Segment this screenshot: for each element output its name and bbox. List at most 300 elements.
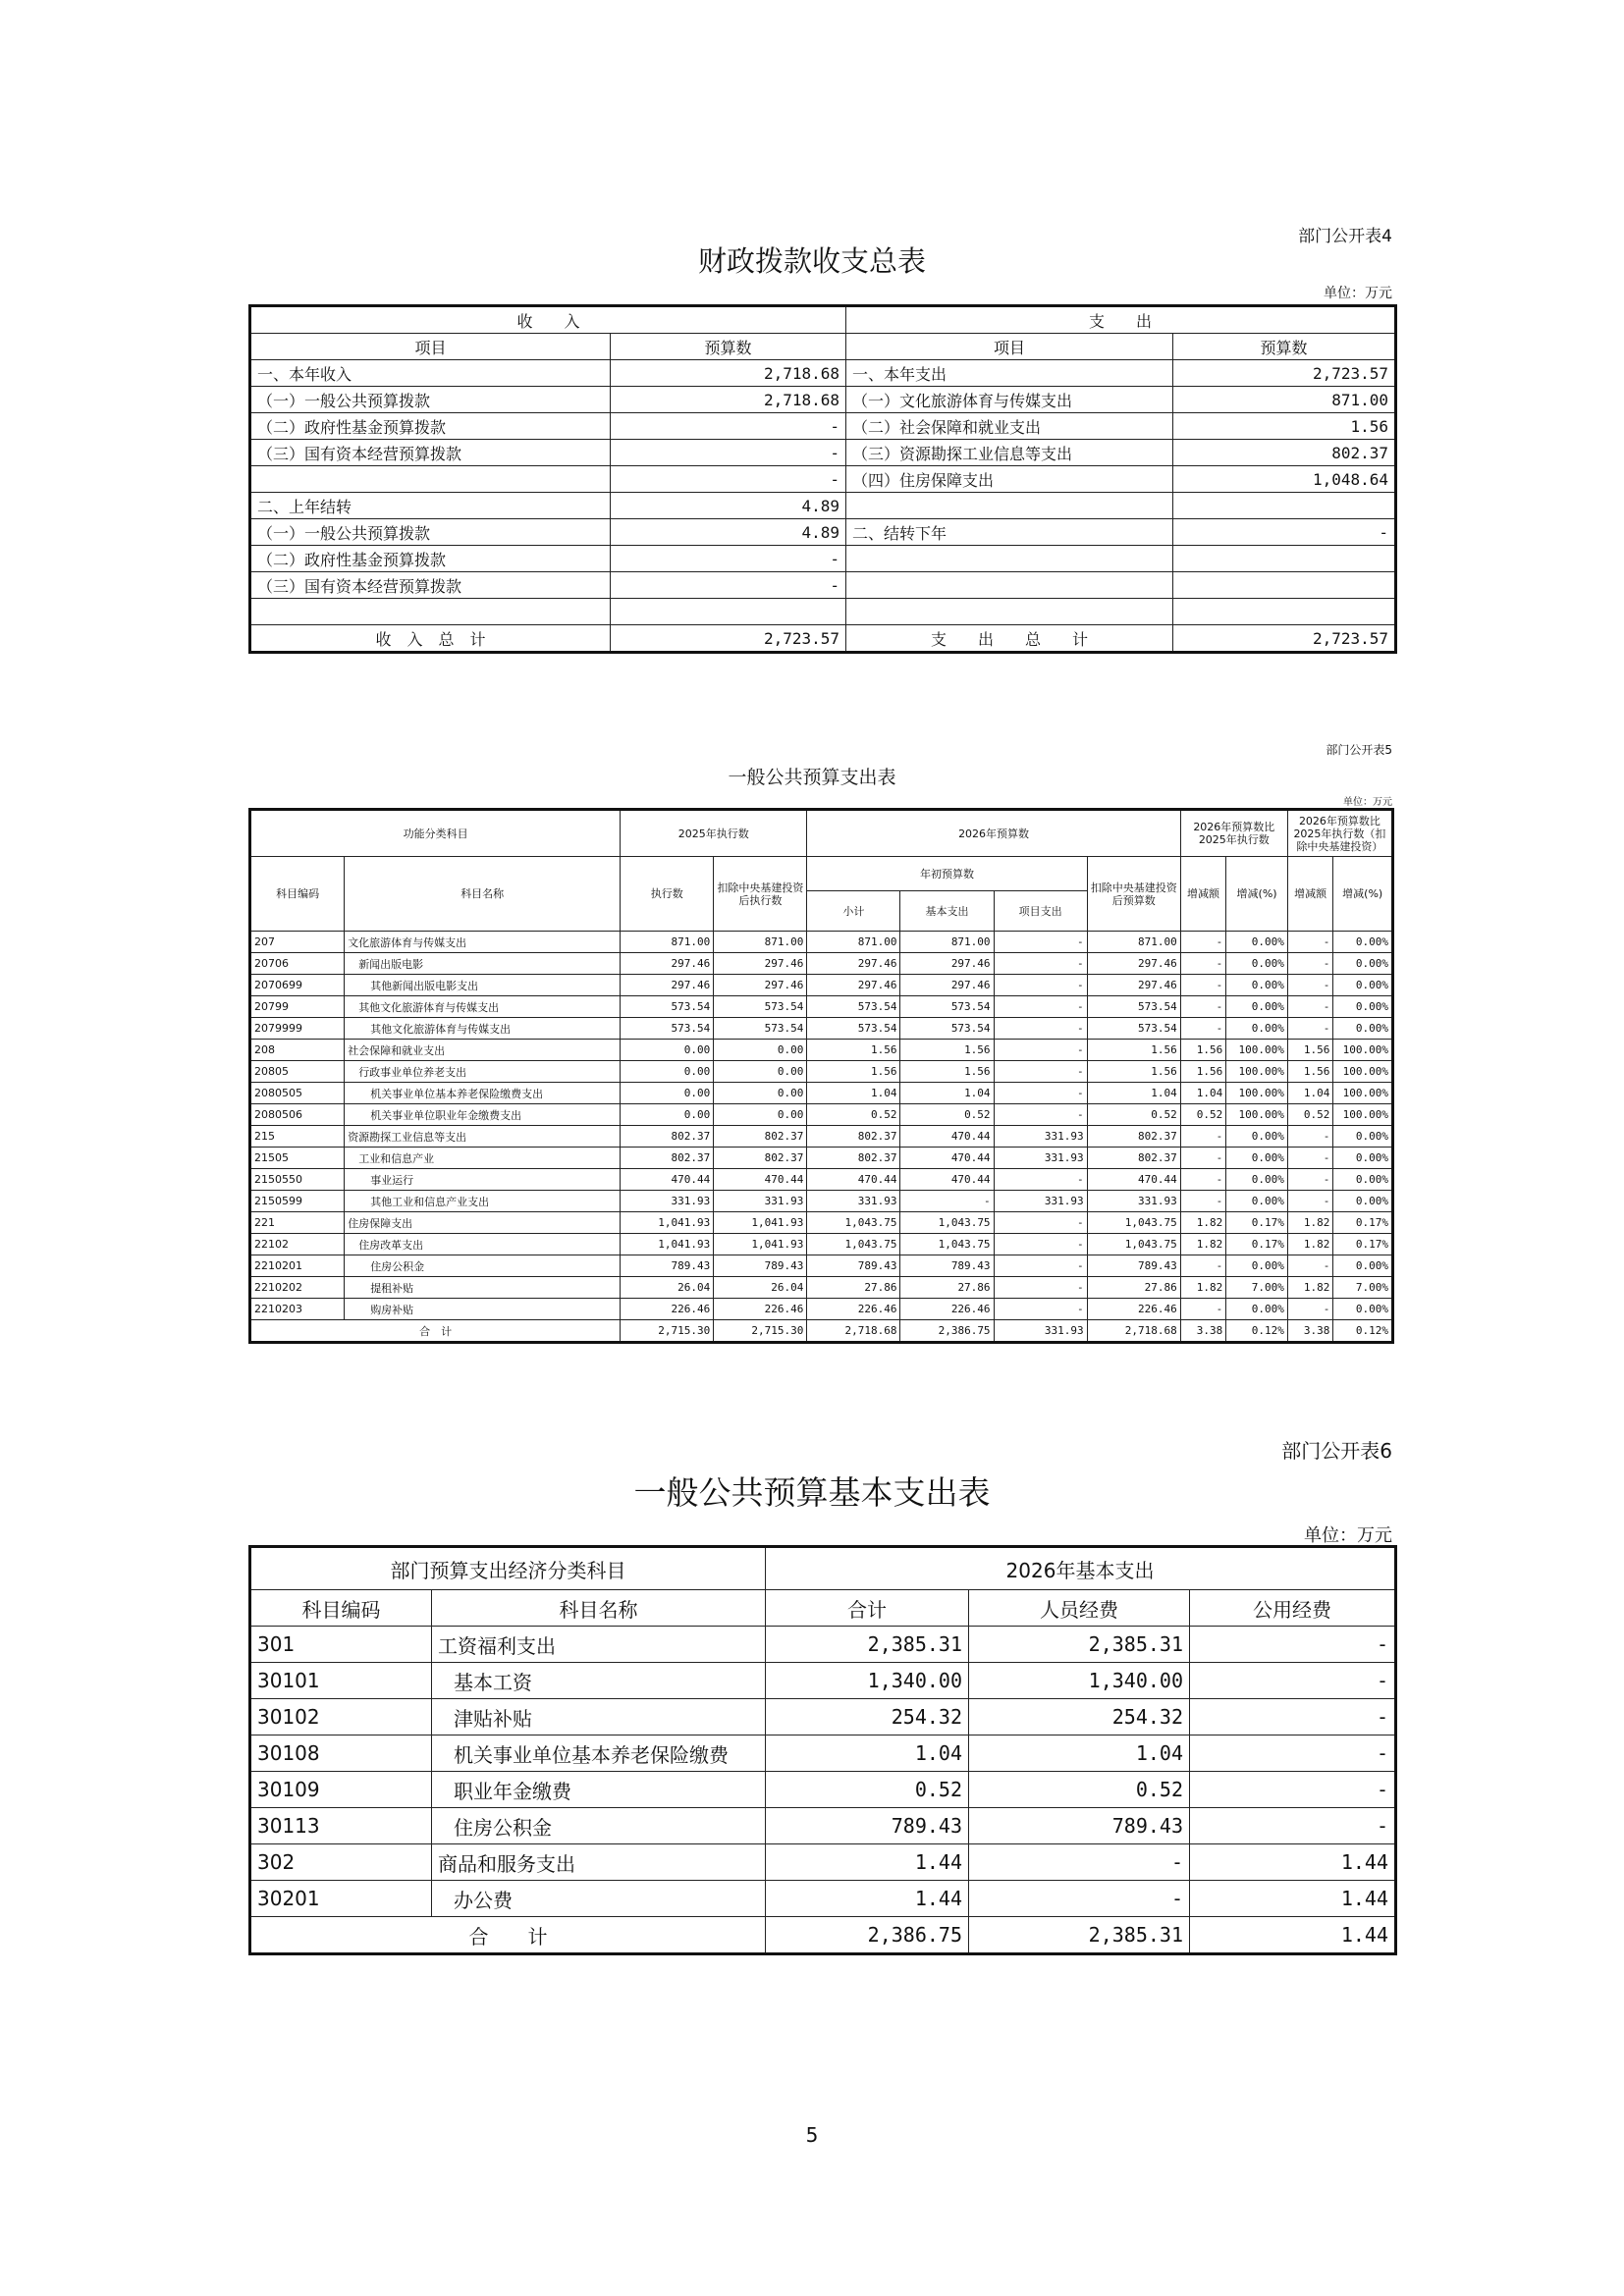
subject-name: 津贴补贴 [432, 1699, 766, 1735]
value-cell: 1.04 [1087, 1083, 1180, 1104]
value-cell: 0.00% [1226, 1299, 1288, 1320]
table5-label: 部门公开表5 [1326, 743, 1392, 757]
total-value: 0.12% [1333, 1320, 1393, 1343]
table6-unit: 单位：万元 [1304, 1525, 1392, 1546]
value-cell: 470.44 [807, 1169, 900, 1191]
table-row [250, 1277, 1393, 1299]
expense-value: 802.37 [1173, 440, 1396, 466]
value-cell: 802.37 [714, 1126, 807, 1148]
value-cell: 573.54 [714, 996, 807, 1018]
basic-header: 基本支出 [900, 891, 994, 932]
table-row [250, 440, 1396, 466]
subject-code: 2150599 [250, 1191, 345, 1212]
expense-value: 2,723.57 [1173, 360, 1396, 387]
value-cell: 802.37 [621, 1148, 714, 1169]
subject-code: 215 [250, 1126, 345, 1148]
total-value: 2,385.31 [969, 1917, 1190, 1954]
total-income: 2,723.57 [611, 625, 846, 653]
subject-code: 302 [250, 1844, 432, 1881]
subject-code: 22102 [250, 1234, 345, 1255]
value-cell: 0.00 [714, 1083, 807, 1104]
value-cell: 331.93 [1087, 1191, 1180, 1212]
value-cell: 331.93 [807, 1191, 900, 1212]
subject-code: 30102 [250, 1699, 432, 1735]
value-cell: 470.44 [714, 1169, 807, 1191]
col-item: 项目 [846, 334, 1173, 360]
subject-code: 208 [250, 1040, 345, 1061]
table-row [250, 1148, 1393, 1169]
value-cell: - [1287, 953, 1332, 975]
table4-unit: 单位：万元 [1324, 286, 1392, 301]
initial-budget-header: 年初预算数 [807, 857, 1087, 891]
value-cell: 0.00% [1333, 1255, 1393, 1277]
total-label: 合 计 [250, 1917, 766, 1954]
table-row [250, 932, 1393, 953]
table-row [250, 996, 1393, 1018]
value-cell: 1.56 [900, 1061, 994, 1083]
value-cell: 0.00 [714, 1061, 807, 1083]
value-cell: 871.00 [621, 932, 714, 953]
value-cell: 331.93 [994, 1191, 1087, 1212]
value-cell: 0.00% [1226, 975, 1288, 996]
expense-item [846, 572, 1173, 599]
income-item [250, 466, 611, 493]
value-cell: - [1180, 1018, 1225, 1040]
expense-item: 一、本年支出 [846, 360, 1173, 387]
value-cell: 1,043.75 [807, 1234, 900, 1255]
value-cell: - [1190, 1699, 1396, 1735]
value-cell: 0.00% [1333, 1148, 1393, 1169]
expense-value: - [1173, 519, 1396, 546]
income-item: （二）政府性基金预算拨款 [250, 546, 611, 572]
total-value: 2,715.30 [714, 1320, 807, 1343]
value-cell: 470.44 [900, 1148, 994, 1169]
value-cell: 1.56 [1287, 1061, 1332, 1083]
inc-header: 增减额 [1180, 857, 1225, 932]
value-cell: 0.17% [1226, 1234, 1288, 1255]
total-label: 合 计 [250, 1320, 621, 1343]
expense-item: 二、结转下年 [846, 519, 1173, 546]
value-cell: - [994, 1299, 1087, 1320]
income-item [250, 599, 611, 625]
value-cell: 470.44 [621, 1169, 714, 1191]
subject-code: 2070699 [250, 975, 345, 996]
value-cell: 0.52 [900, 1104, 994, 1126]
expense-item: （四）住房保障支出 [846, 466, 1173, 493]
table-row [250, 1699, 1396, 1735]
pct2-header: 增减(%) [1333, 857, 1393, 932]
value-cell: 1,043.75 [900, 1212, 994, 1234]
econ-header: 部门预算支出经济分类科目 [250, 1547, 766, 1590]
value-cell: - [994, 1277, 1087, 1299]
value-cell: 226.46 [807, 1299, 900, 1320]
value-cell: 0.00% [1226, 1018, 1288, 1040]
basic-2026-header: 2026年基本支出 [766, 1547, 1396, 1590]
subject-code: 20805 [250, 1061, 345, 1083]
value-cell: 0.00 [714, 1040, 807, 1061]
value-cell: 0.00% [1333, 1169, 1393, 1191]
table-row [250, 466, 1396, 493]
value-cell: 573.54 [1087, 996, 1180, 1018]
value-cell: 0.00 [621, 1061, 714, 1083]
total-value: 2,718.68 [807, 1320, 900, 1343]
value-cell: 0.00% [1226, 1169, 1288, 1191]
value-cell: 573.54 [900, 1018, 994, 1040]
value-cell: 297.46 [807, 975, 900, 996]
value-cell: - [1287, 932, 1332, 953]
value-cell: 789.43 [900, 1255, 994, 1277]
value-cell: - [1287, 1255, 1332, 1277]
personnel-header: 人员经费 [969, 1590, 1190, 1627]
value-cell: 789.43 [714, 1255, 807, 1277]
table-row [250, 360, 1396, 387]
value-cell: 0.52 [1287, 1104, 1332, 1126]
value-cell: 1,041.93 [621, 1212, 714, 1234]
total-row [250, 625, 1396, 653]
value-cell: - [969, 1881, 1190, 1917]
value-cell: - [1180, 1148, 1225, 1169]
value-cell: 27.86 [807, 1277, 900, 1299]
value-cell: 2,385.31 [969, 1627, 1190, 1663]
value-cell: 1,340.00 [969, 1663, 1190, 1699]
table-row [250, 1255, 1393, 1277]
subject-code: 2079999 [250, 1018, 345, 1040]
subject-name: 住房公积金 [432, 1808, 766, 1844]
income-value: 2,718.68 [611, 360, 846, 387]
value-cell: 470.44 [900, 1169, 994, 1191]
col-budget: 预算数 [1173, 334, 1396, 360]
table-row [250, 1083, 1393, 1104]
subject-code: 2150550 [250, 1169, 345, 1191]
value-cell: 573.54 [714, 1018, 807, 1040]
value-cell: 1.82 [1287, 1212, 1332, 1234]
col-item: 项目 [250, 334, 611, 360]
value-cell: 802.37 [1087, 1126, 1180, 1148]
value-cell: - [994, 1212, 1087, 1234]
value-cell: 0.52 [1087, 1104, 1180, 1126]
subject-code: 221 [250, 1212, 345, 1234]
value-cell: 254.32 [766, 1699, 969, 1735]
value-cell: 1,041.93 [714, 1212, 807, 1234]
income-item: （一）一般公共预算拨款 [250, 519, 611, 546]
table-row [250, 1735, 1396, 1772]
value-cell: 802.37 [807, 1126, 900, 1148]
subject-name: 工业和信息产业 [345, 1148, 621, 1169]
value-cell: 26.04 [621, 1277, 714, 1299]
table-row [250, 1126, 1393, 1148]
project-header: 项目支出 [994, 891, 1087, 932]
name-header: 科目名称 [345, 857, 621, 932]
expense-value [1173, 572, 1396, 599]
subject-code: 207 [250, 932, 345, 953]
table-row [250, 1191, 1393, 1212]
value-cell: - [1190, 1772, 1396, 1808]
value-cell: 1.04 [1287, 1083, 1332, 1104]
table-row [250, 546, 1396, 572]
table-row [250, 572, 1396, 599]
table-row [250, 1881, 1396, 1917]
value-cell: 7.00% [1226, 1277, 1288, 1299]
value-cell: 1.04 [766, 1735, 969, 1772]
value-cell: 1,041.93 [621, 1234, 714, 1255]
value-cell: - [994, 1040, 1087, 1061]
expense-value [1173, 546, 1396, 572]
subject-name: 社会保障和就业支出 [345, 1040, 621, 1061]
value-cell: 871.00 [807, 932, 900, 953]
value-cell: - [994, 1061, 1087, 1083]
total-header: 合计 [766, 1590, 969, 1627]
value-cell: 0.00% [1333, 1126, 1393, 1148]
value-cell: - [1190, 1735, 1396, 1772]
value-cell: 100.00% [1226, 1061, 1288, 1083]
value-cell: - [1287, 975, 1332, 996]
value-cell: 802.37 [1087, 1148, 1180, 1169]
subtotal-header: 小计 [807, 891, 900, 932]
value-cell: 0.00% [1333, 975, 1393, 996]
value-cell: 254.32 [969, 1699, 1190, 1735]
value-cell: 0.52 [969, 1772, 1190, 1808]
value-cell: 1,043.75 [900, 1234, 994, 1255]
value-cell: 1.82 [1180, 1277, 1225, 1299]
value-cell: 1.04 [969, 1735, 1190, 1772]
subject-code: 30201 [250, 1881, 432, 1917]
value-cell: - [1180, 1255, 1225, 1277]
income-item: （二）政府性基金预算拨款 [250, 413, 611, 440]
subject-name: 其他文化旅游体育与传媒支出 [345, 996, 621, 1018]
income-item: 一、本年收入 [250, 360, 611, 387]
total-value: 331.93 [994, 1320, 1087, 1343]
subject-name: 文化旅游体育与传媒支出 [345, 932, 621, 953]
table6 [248, 1545, 1397, 1955]
value-cell: 1.56 [1180, 1061, 1225, 1083]
value-cell: 0.00 [621, 1104, 714, 1126]
value-cell: 1.44 [1190, 1881, 1396, 1917]
table-row [250, 1169, 1393, 1191]
value-cell: 331.93 [714, 1191, 807, 1212]
value-cell: - [994, 1169, 1087, 1191]
value-cell: 100.00% [1333, 1040, 1393, 1061]
value-cell: 802.37 [621, 1126, 714, 1148]
value-cell: 331.93 [994, 1148, 1087, 1169]
total-value: 2,718.68 [1087, 1320, 1180, 1343]
value-cell: 789.43 [1087, 1255, 1180, 1277]
table-row [250, 975, 1393, 996]
expense-value: 1.56 [1173, 413, 1396, 440]
value-cell: 470.44 [900, 1126, 994, 1148]
value-cell: 0.00% [1226, 1191, 1288, 1212]
table4-label: 部门公开表4 [1298, 227, 1392, 246]
value-cell: 297.46 [714, 975, 807, 996]
value-cell: 0.00% [1226, 1126, 1288, 1148]
income-value: - [611, 466, 846, 493]
value-cell: 1.56 [807, 1040, 900, 1061]
exec-2025-header: 2025年执行数 [621, 810, 807, 857]
subject-name: 工资福利支出 [432, 1627, 766, 1663]
income-value: - [611, 413, 846, 440]
value-cell: 226.46 [714, 1299, 807, 1320]
value-cell: 789.43 [807, 1255, 900, 1277]
value-cell: 1.56 [1287, 1040, 1332, 1061]
value-cell: 297.46 [900, 975, 994, 996]
value-cell: - [994, 932, 1087, 953]
value-cell: 0.00 [714, 1104, 807, 1126]
value-cell: - [1180, 1126, 1225, 1148]
value-cell: 1,043.75 [807, 1212, 900, 1234]
value-cell: 573.54 [807, 1018, 900, 1040]
value-cell: 331.93 [994, 1126, 1087, 1148]
value-cell: - [1190, 1627, 1396, 1663]
value-cell: 573.54 [1087, 1018, 1180, 1040]
total-expense-label: 支 出 总 计 [846, 625, 1173, 653]
value-cell: 100.00% [1333, 1061, 1393, 1083]
value-cell: - [994, 996, 1087, 1018]
table6-title: 一般公共预算基本支出表 [633, 1473, 991, 1512]
total-row [250, 1917, 1396, 1954]
total-income-label: 收 入 总 计 [250, 625, 611, 653]
value-cell: 573.54 [621, 996, 714, 1018]
table5-title: 一般公共预算支出表 [728, 767, 896, 788]
value-cell: - [900, 1191, 994, 1212]
value-cell: - [1180, 1169, 1225, 1191]
value-cell: 789.43 [766, 1808, 969, 1844]
table-row [250, 953, 1393, 975]
income-value: 4.89 [611, 493, 846, 519]
table-row [250, 1808, 1396, 1844]
subject-code: 2080506 [250, 1104, 345, 1126]
name-header: 科目名称 [432, 1590, 766, 1627]
value-cell: 226.46 [900, 1299, 994, 1320]
inc2-header: 增减额 [1287, 857, 1332, 932]
value-cell: - [1180, 953, 1225, 975]
income-value: 4.89 [611, 519, 846, 546]
value-cell: 0.00% [1333, 1299, 1393, 1320]
value-cell: - [994, 953, 1087, 975]
expense-value: 871.00 [1173, 387, 1396, 413]
value-cell: - [1180, 1191, 1225, 1212]
value-cell: 0.52 [766, 1772, 969, 1808]
pct-header: 增减(%) [1226, 857, 1288, 932]
value-cell: - [1287, 1169, 1332, 1191]
total-value: 2,715.30 [621, 1320, 714, 1343]
value-cell: - [1190, 1808, 1396, 1844]
value-cell: 573.54 [900, 996, 994, 1018]
value-cell: 1.04 [1180, 1083, 1225, 1104]
table-row [250, 1104, 1393, 1126]
table-row [250, 1299, 1393, 1320]
value-cell: 1.44 [1190, 1844, 1396, 1881]
value-cell: 100.00% [1226, 1104, 1288, 1126]
value-cell: 0.00 [621, 1083, 714, 1104]
value-cell: 1.82 [1180, 1234, 1225, 1255]
subject-name: 提租补贴 [345, 1277, 621, 1299]
value-cell: 1,043.75 [1087, 1234, 1180, 1255]
budget-2026-header: 2026年预算数 [807, 810, 1180, 857]
value-cell: 871.00 [900, 932, 994, 953]
value-cell: - [994, 975, 1087, 996]
value-cell: 1.56 [900, 1040, 994, 1061]
total-value: 2,386.75 [900, 1320, 994, 1343]
subject-name: 事业运行 [345, 1169, 621, 1191]
value-cell: 100.00% [1333, 1104, 1393, 1126]
value-cell: 573.54 [621, 1018, 714, 1040]
value-cell: 1.44 [766, 1844, 969, 1881]
income-value: 2,718.68 [611, 387, 846, 413]
expense-value: 1,048.64 [1173, 466, 1396, 493]
exec-excl-header: 扣除中央基建投资后执行数 [714, 857, 807, 932]
value-cell: 0.17% [1333, 1212, 1393, 1234]
value-cell: 331.93 [621, 1191, 714, 1212]
total-value: 3.38 [1180, 1320, 1225, 1343]
subject-name: 商品和服务支出 [432, 1844, 766, 1881]
income-item: （三）国有资本经营预算拨款 [250, 440, 611, 466]
value-cell: 0.52 [807, 1104, 900, 1126]
expense-value [1173, 599, 1396, 625]
income-value [611, 599, 846, 625]
value-cell: 100.00% [1226, 1040, 1288, 1061]
subject-code: 30109 [250, 1772, 432, 1808]
value-cell: 27.86 [1087, 1277, 1180, 1299]
value-cell: 0.00% [1226, 1255, 1288, 1277]
func-header: 功能分类科目 [250, 810, 621, 857]
value-cell: 1.82 [1287, 1234, 1332, 1255]
subject-code: 301 [250, 1627, 432, 1663]
value-cell: 226.46 [1087, 1299, 1180, 1320]
value-cell: 1.56 [807, 1061, 900, 1083]
value-cell: - [994, 1083, 1087, 1104]
total-value: 0.12% [1226, 1320, 1288, 1343]
value-cell: 226.46 [621, 1299, 714, 1320]
table-row [250, 1212, 1393, 1234]
value-cell: 802.37 [714, 1148, 807, 1169]
value-cell: 1.56 [1087, 1040, 1180, 1061]
value-cell: 0.17% [1333, 1234, 1393, 1255]
value-cell: 1.82 [1287, 1277, 1332, 1299]
value-cell: 7.00% [1333, 1277, 1393, 1299]
income-value: - [611, 440, 846, 466]
value-cell: 297.46 [1087, 975, 1180, 996]
subject-name: 基本工资 [432, 1663, 766, 1699]
table-row [250, 519, 1396, 546]
value-cell: - [1287, 996, 1332, 1018]
total-row [250, 1320, 1393, 1343]
expense-value [1173, 493, 1396, 519]
value-cell: 297.46 [900, 953, 994, 975]
subject-name: 职业年金缴费 [432, 1772, 766, 1808]
subject-name: 新闻出版电影 [345, 953, 621, 975]
value-cell: 0.00% [1333, 1191, 1393, 1212]
value-cell: - [1180, 1299, 1225, 1320]
table6-label: 部门公开表6 [1281, 1439, 1392, 1463]
value-cell: 0.00% [1333, 932, 1393, 953]
value-cell: - [1180, 975, 1225, 996]
value-cell: - [994, 1018, 1087, 1040]
col-budget: 预算数 [611, 334, 846, 360]
value-cell: 26.04 [714, 1277, 807, 1299]
value-cell: - [1180, 996, 1225, 1018]
income-header: 收 入 [250, 306, 846, 334]
subject-name: 资源勘探工业信息等支出 [345, 1126, 621, 1148]
value-cell: - [994, 1234, 1087, 1255]
table-row [250, 1018, 1393, 1040]
expense-header: 支 出 [846, 306, 1396, 334]
value-cell: 0.00% [1226, 932, 1288, 953]
total-value: 2,386.75 [766, 1917, 969, 1954]
value-cell: 297.46 [621, 953, 714, 975]
code-header: 科目编码 [250, 1590, 432, 1627]
value-cell: 1.04 [900, 1083, 994, 1104]
subject-code: 30108 [250, 1735, 432, 1772]
value-cell: 573.54 [807, 996, 900, 1018]
